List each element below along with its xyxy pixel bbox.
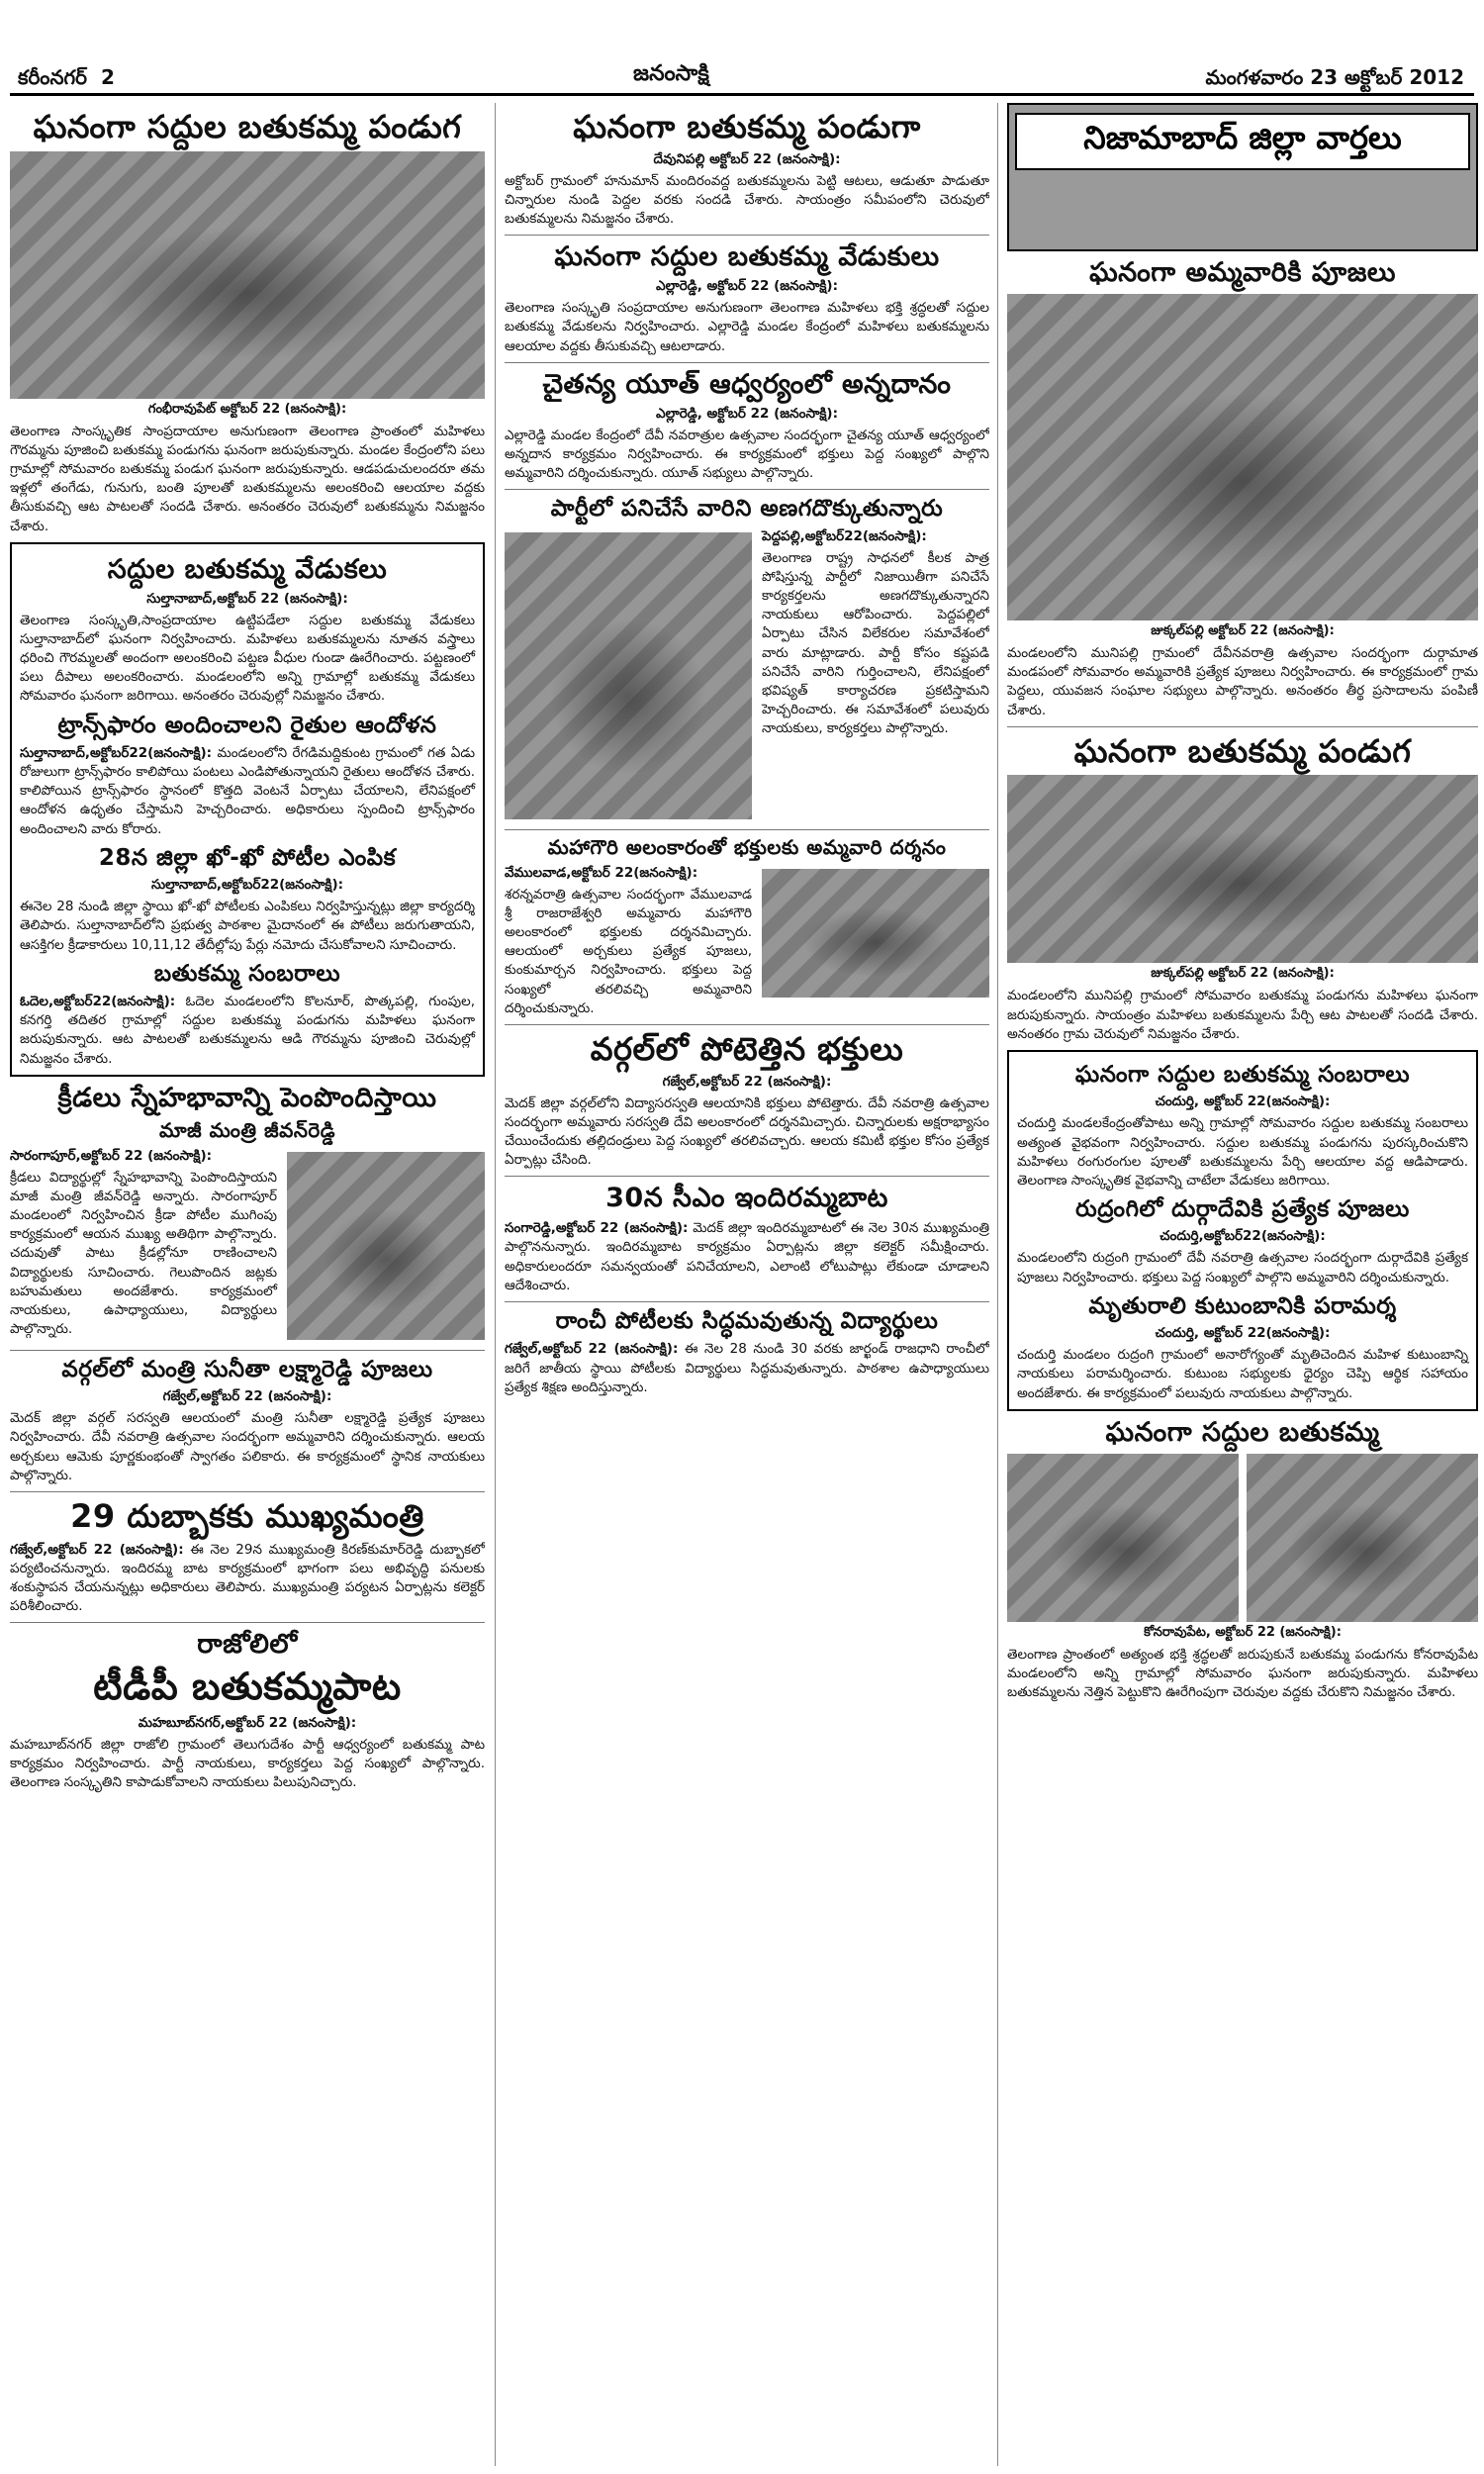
article: [505, 369, 989, 484]
article: [20, 713, 475, 839]
article-body: అక్టోబర్ గ్రామంలో హనుమాన్ మందిరంవద్ద బతుకమ్మలను పెట్టి ఆటలు, ఆడుతూ పాడుతూ చిన్నారుల నుండి పెద్దల వరకు సందడి చేశారు. సాయంత్రం సమీపంలోని చెరువులో బతుకమ్మలను నిమజ్జనం చేశారు.: [505, 172, 989, 228]
article-dateline: చందుర్తి, అక్టోబర్ 22(జనంసాక్షి):: [1155, 1094, 1331, 1110]
paper-name: జనంసాక్షి: [633, 61, 709, 86]
photo-caption: జుక్కల్‌పల్లి అక్టోబర్ 22 (జనంసాక్షి):: [1151, 966, 1335, 982]
news-box: [10, 542, 485, 1077]
article: [10, 1083, 485, 1344]
article-subhead: మాజీ మంత్రి జీవన్‌రెడ్డి: [158, 1117, 336, 1142]
article-body: తెలంగాణ సంస్కృతి సంప్రదాయాల అనుగుణంగా తెలంగాణ మహిళలు భక్తి శ్రద్ధలతో సద్దుల బతుకమ్మ వేడుకలను నిర్వహించారు. ఎల్లారెడ్డి మండల కేంద్రంలో మహిళలు బతుకమ్మలను ఆలయాల వద్దకు తీసుకువచ్చి ఆటలాడారు.: [505, 300, 989, 354]
article-body: మహబూబ్‌నగర్ జిల్లా రాజోలి గ్రామంలో తెలుగుదేశం పార్టీ ఆధ్వర్యంలో బతుకమ్మ పాట కార్యక్రమం నిర్వహించారు. పార్టీ నాయకులు, కార్యకర్తలు పెద్ద సంఖ్యలో పాల్గొన్నారు. తెలంగాణ సంస్కృతిని కాపాడుకోవాలని నాయకులు పిలుపునిచ్చారు.: [10, 1737, 485, 1791]
divider: [1007, 726, 1478, 727]
divider: [10, 1350, 485, 1351]
article-headline: వర్గల్‌లో మంత్రి సునీతా లక్ష్మారెడ్డి పూజలు: [61, 1356, 433, 1382]
article: [505, 1031, 989, 1170]
article-body: శరన్నవరాత్రి ఉత్సవాల సందర్భంగా వేములవాడ శ్రీ రాజరాజేశ్వరి అమ్మవారు మహాగౌరి అలంకారంలో భక్తులకు దర్శనమిచ్చారు. ఆలయంలో అర్చకులు ప్రత్యేక పూజలు, కుంకుమార్చన నిర్వహించారు. భక్తులు పెద్ద సంఖ్యలో తరలివచ్చి అమ్మవారిని దర్శించుకున్నారు.: [505, 886, 752, 1016]
article-headline: ఘనంగా సద్దుల బతుకమ్మ: [1105, 1416, 1380, 1448]
article: [20, 961, 475, 1069]
article-headline: ఘనంగా సద్దుల బతుకమ్మ సంబరాలు: [1074, 1061, 1411, 1088]
article-dateline: గజ్వేల్,అక్టోబర్ 22 (జనంసాక్షి):: [162, 1388, 332, 1405]
article: [20, 554, 475, 707]
divider: [505, 1024, 989, 1025]
column-divider: [997, 103, 998, 2466]
photo-press-meet: [505, 532, 752, 819]
masthead: [0, 0, 1484, 91]
article-headline: సద్దుల బతుకమ్మ వేడుకలు: [107, 553, 388, 585]
article-headline: 28న జిల్లా ఖో-ఖో పోటీల ఎంపిక: [98, 844, 397, 871]
article-headline: వర్గల్‌లో పోటెత్తిన భక్తులు: [590, 1029, 904, 1068]
photo-caption: కోనరావుపేట, అక్టోబర్ 22 (జనంసాక్షి):: [1144, 1624, 1342, 1640]
article: [505, 241, 989, 356]
divider: [505, 235, 989, 236]
column-left: [10, 103, 485, 2466]
divider: [505, 829, 989, 830]
article-headline: ఘనంగా బతుకమ్మ పండుగ: [1073, 731, 1412, 770]
article-body: ఈ నెల 29న ముఖ్యమంత్రి కిరణ్‌కుమార్‌రెడ్డి దుబ్బాకలో పర్యటించనున్నారు. ఇందిరమ్మ బాట కార్యక్రమంలో భాగంగా పలు అభివృద్ధి పనులకు శంకుస్థాపన చేయనున్నట్లు అధికారులు తెలిపారు. ముఖ్యమంత్రి పర్యటన ఏర్పాట్లను కలెక్టర్ పరిశీలించారు.: [10, 1541, 485, 1615]
photo-goddess: [762, 869, 989, 998]
article-body: మండలంలోని రేగడిమద్దికుంట గ్రామంలో గత ఏడు రోజులుగా ట్రాన్స్‌ఫారం కాలిపోయి పంటలు ఎండిపోతున్నాయని రైతులు ఆందోళన చేశారు. కాలిపోయిన ట్రాన్స్‌ఫారం స్థానంలో కొత్తది వెంటనే ఏర్పాటు చేయాలని, లేనిపక్షంలో ఆందోళన ఉధృతం చేస్తామని హెచ్చరించారు. అధికారులు స్పందించి ట్రాన్స్‌ఫారం అందించాలని వారు కోరారు.: [20, 745, 476, 837]
divider: [505, 1301, 989, 1302]
article-body: ఓదెల మండలంలోని కొలనూర్, పొత్కపల్లి, గుంపుల, కనగర్తి తదితర గ్రామాల్లో సద్దుల బతుకమ్మ పండుగను మహిళలు ఘనంగా జరుపుకున్నారు. ఆట పాటలతో బతుకమ్మలను ఆడి గౌరమ్మను పూజించి చెరువుల్లో నిమజ్జనం చేశారు.: [20, 994, 475, 1067]
photo-bathukamma-flowers: [1007, 775, 1478, 963]
article-dateline: సుల్తానాబాద్,అక్టోబర్ 22 (జనంసాక్షి):: [146, 590, 348, 607]
article: [10, 1498, 485, 1616]
article-body: తెలంగాణ సంస్కృతి,సాంప్రదాయాల ఉట్టిపడేలా సద్దుల బతుకమ్మ వేడుకలు సుల్తానాబాద్‌లో ఘనంగా నిర్వహించారు. మహిళలు బతుకమ్మలను నూతన వస్త్రాలు ధరించి గౌరమ్మలతో అందంగా అలంకరించి పట్టణ వీధుల గుండా ఊరేగించారు. పట్టణంలో పలు దీపాలు అలంకరించారు. మండలంలోని అన్ని గ్రామాల్లో బతుకమ్మ వేడుకలు సోమవారం ఘనంగా జరిగాయి. అనంతరం చెరువుల్లో నిమజ్జనం చేశారు.: [20, 612, 475, 705]
article-body: క్రీడలు విద్యార్థుల్లో స్నేహభావాన్ని పెంపొందిస్తాయని మాజీ మంత్రి జీవన్‌రెడ్డి అన్నారు. సారంగాపూర్ మండలంలో నిర్వహించిన క్రీడా పోటీల ముగింపు కార్యక్రమంలో ఆయన ముఖ్య అతిథిగా పాల్గొన్నారు. చదువుతో పాటు క్రీడల్లోనూ రాణించాలని విద్యార్థులకు సూచించారు. గెలుపొందిన జట్లకు బహుమతులు అందజేశారు. కార్యక్రమంలో నాయకులు, ఉపాధ్యాయులు, విద్యార్థులు పాల్గొన్నారు.: [10, 1169, 277, 1338]
article-headline: ఘనంగా సద్దుల బతుకమ్మ పండుగ: [33, 108, 462, 145]
article-headline: టీడీపీ బతుకమ్మపాట: [93, 1665, 402, 1709]
photo-women-carrying-bathukamma: [1247, 1454, 1478, 1622]
article: [1007, 733, 1478, 1044]
article: [505, 836, 989, 1018]
article-headline: క్రీడలు స్నేహభావాన్ని పెంపొందిస్తాయి: [57, 1082, 437, 1113]
article-dateline: సంగారెడ్డి,అక్టోబర్ 22 (జనంసాక్షి):: [505, 1220, 689, 1237]
article-dateline: పెద్దపల్లి,అక్టోబర్22(జనంసాక్షి):: [762, 527, 927, 544]
article-headline: మృతురాలి కుటుంబానికి పరామర్శ: [1088, 1292, 1397, 1319]
article-body: చందుర్తి మండలం రుద్రంగి గ్రామంలో అనారోగ్యంతో మృతిచెందిన మహిళ కుటుంబాన్ని నాయకులు పరామర్శించారు. కుటుంబ సభ్యులకు ధైర్యం చెప్పి ఆర్థిక సహాయం అందజేశారు. ఈ కార్యక్రమంలో పలువురు నాయకులు పాల్గొన్నారు.: [1017, 1347, 1468, 1401]
article-body: తెలంగాణ సాంస్కృతిక సాంప్రదాయాల అనుగుణంగా తెలంగాణ ప్రాంతంలో మహిళలు గౌరమ్మను పూజించి బతుకమ్మ పండుగను ఘనంగా జరుపుకున్నారు. మండల కేంద్రంలోని పలు గ్రామాల్లో సోమవారం బతుకమ్మ పండుగ ఘనంగా జరుపుకున్నారు. ఆడపడుచులందరూ తమ ఇళ్లలో తంగేడు, గునుగు, బంతి పూలతో బతుకమ్మలను అలంకరించి ఆలయాల వద్దకు తీసుకువచ్చి ఆట పాటలతో సందడి చేశారు. అనంతరం చెరువులో బతుకమ్మను నిమజ్జనం చేశారు.: [10, 423, 485, 534]
article-headline: బతుకమ్మ సంబరాలు: [153, 960, 341, 987]
article-body: తెలంగాణ ప్రాంతంలో అత్యంత భక్తి శ్రద్ధలతో జరుపుకునే బతుకమ్మ పండుగను కోనరావుపేట మండలంలోని అన్ని గ్రామాల్లో సోమవారం ఘనంగా జరుపుకున్నారు. మహిళలు బతుకమ్మలను నెత్తిన పెట్టుకొని ఊరేగింపుగా చెరువుల వద్దకు చేరుకొని నిమజ్జనం చేశారు.: [1007, 1646, 1478, 1701]
article-dateline: గజ్వేల్,అక్టోబర్ 22 (జనంసాక్షి):: [662, 1073, 832, 1090]
article-kicker: రాజోలిలో: [197, 1629, 298, 1661]
article: [1017, 1196, 1468, 1287]
article-body: మండలంలోని రుద్రంగి గ్రామంలో దేవీ నవరాత్రి ఉత్సవాల సందర్భంగా దుర్గాదేవికి ప్రత్యేక పూజలు నిర్వహించారు. భక్తులు పెద్ద సంఖ్యలో పాల్గొని అమ్మవారిని దర్శించుకున్నారు.: [1017, 1250, 1468, 1285]
masthead-rule: [10, 93, 1474, 96]
article: [10, 109, 485, 536]
article: [1007, 257, 1478, 720]
article-headline: ఘనంగా సద్దుల బతుకమ్మ వేడుకులు: [554, 241, 940, 273]
edition-label: కరీంనగర్ 2: [18, 65, 115, 89]
article: [1007, 1417, 1478, 1703]
article: [505, 1308, 989, 1397]
article-headline: రాంచీ పోటీలకు సిద్ధమవుతున్న విద్యార్థులు: [555, 1307, 939, 1334]
article-body: తెలంగాణ రాష్ట్ర సాధనలో కీలక పాత్ర పోషిస్తున్న పార్టీలో నిజాయితీగా పనిచేసే కార్యకర్తలను అణగదొక్కుతున్నారని నాయకులు ఆరోపించారు. పెద్దపల్లిలో ఏర్పాటు చేసిన విలేకరుల సమావేశంలో వారు మాట్లాడారు. పార్టీ కోసం కష్టపడి పనిచేసే వారిని గుర్తించాలని, లేనిపక్షంలో భవిష్యత్ కార్యాచరణ ప్రకటిస్తామని హెచ్చరించారు. ఈ సమావేశంలో పలువురు నాయకులు, కార్యకర్తలు పాల్గొన్నారు.: [762, 549, 989, 737]
article-body: మెదక్ జిల్లా ఇందిరమ్మబాటలో ఈ నెల 30న ముఖ్యమంత్రి పాల్గొననున్నారు. ఇందిరమ్మబాట కార్యక్రమం ఏర్పాట్లను జిల్లా కలెక్టర్ సమీక్షించారు. అధికారులందరూ సమన్వయంతో పనిచేయాలని, ఎలాంటి లోటుపాట్లు లేకుండా చూడాలని ఆదేశించారు.: [505, 1220, 989, 1293]
article: [1017, 1293, 1468, 1403]
article-body: మెదక్ జిల్లా వర్గల్‌లోని విద్యాసరస్వతి ఆలయానికి భక్తులు పోటెత్తారు. దేవీ నవరాత్రి ఉత్సవాల సందర్భంగా అమ్మవారు సరస్వతి దేవి అలంకారంలో దర్శనమిచ్చారు. చిన్నారులకు అక్షరాభ్యాసం చేయించేందుకు తల్లిదండ్రులు పెద్ద సంఖ్యలో తరలివచ్చారు. ఆలయ కమిటీ భక్తుల కోసం ప్రత్యేక ఏర్పాట్లు చేసింది.: [505, 1094, 989, 1169]
article-dateline: సుల్తానాబాద్,అక్టోబర్22(జనంసాక్షి):: [150, 877, 344, 894]
article-headline: ట్రాన్స్‌ఫారం అందించాలని రైతుల ఆందోళన: [57, 712, 437, 738]
photo-durga-idol: [1007, 294, 1478, 620]
article-body: చందుర్తి మండలకేంద్రంతోపాటు అన్ని గ్రామాల్లో సోమవారం సద్దుల బతుకమ్మ సంబరాలు అత్యంత వైభవంగా నిర్వహించారు. సద్దుల బతుకమ్మ పండుగను పురస్కరించుకొని మహిళలు రంగురంగుల పూలతో బతుకమ్మలను పేర్చి ఆలయాల వద్ద ఆడిపాడారు. తెలంగాణ సాంస్కృతిక వైభవాన్ని చాటేలా వేడుకలు జరిగాయి.: [1017, 1115, 1468, 1189]
article-dateline: దేవునిపల్లి అక్టోబర్ 22 (జనంసాక్షి):: [653, 150, 841, 167]
divider: [505, 489, 989, 490]
column-middle: [505, 103, 989, 2466]
column-right: [1007, 103, 1478, 2466]
article: [20, 845, 475, 955]
news-box: [1007, 1050, 1478, 1411]
page-number: 2: [100, 65, 115, 89]
article-headline: ఘనంగా అమ్మవారికి పూజలు: [1089, 257, 1396, 288]
article-headline: చైతన్య యూత్ ఆధ్వర్యంలో అన్నదానం: [542, 368, 952, 400]
divider: [505, 1176, 989, 1177]
article-headline: ఘనంగా బతుకమ్మ పండుగా: [573, 108, 921, 145]
photo-caption: గంభీరావుపేట్ అక్టోబర్ 22 (జనంసాక్షి):: [147, 401, 347, 417]
photo-caption: జుక్కల్‌పల్లి అక్టోబర్ 22 (జనంసాక్షి):: [1151, 623, 1335, 639]
article-dateline: గజ్వేల్,అక్టోబర్ 22 (జనంసాక్షి):: [505, 1341, 679, 1358]
article-headline: 29 దుబ్బాకకు ముఖ్యమంత్రి: [70, 1496, 424, 1535]
article: [10, 1629, 485, 1792]
article-headline: రుద్రంగిలో దుర్గాదేవికి ప్రత్యేక పూజలు: [1075, 1196, 1410, 1222]
article-dateline: గజ్వేల్,అక్టోబర్ 22 (జనంసాక్షి):: [10, 1541, 184, 1558]
article: [505, 496, 989, 822]
article-headline: మహాగౌరి అలంకారంతో భక్తులకు అమ్మవారి దర్శనం: [547, 834, 947, 859]
article: [1017, 1062, 1468, 1190]
article-dateline: ఓదెల,అక్టోబర్22(జనంసాక్షి):: [20, 994, 176, 1010]
article-body: మండలంలోని మునిపల్లి గ్రామంలో సోమవారం బతుకమ్మ పండుగను మహిళలు ఘనంగా జరుపుకున్నారు. సాయంత్రం మహిళలు బతుకమ్మలను పేర్చి ఆట పాటలతో సందడి చేశారు. అనంతరం గ్రామ చెరువులో నిమజ్జనం చేశారు.: [1007, 988, 1478, 1042]
article-dateline: మహబూబ్‌నగర్,అక్టోబర్ 22 (జనంసాక్షి):: [138, 1715, 357, 1732]
article-dateline: సారంగాపూర్,అక్టోబర్ 22 (జనంసాక్షి):: [10, 1147, 213, 1164]
divider: [10, 1622, 485, 1623]
article-body: మండలంలోని మునిపల్లి గ్రామంలో దేవీనవరాత్రి ఉత్సవాల సందర్భంగా దుర్గామాత మండపంలో సోమవారం అమ్మవారికి ప్రత్యేక పూజలు నిర్వహించారు. ఈ కార్యక్రమంలో గ్రామ పెద్దలు, యువజన సంఘాల సభ్యులు పాల్గొన్నారు. అనంతరం తీర్థ ప్రసాదాలను పంపిణీ చేశారు.: [1007, 645, 1478, 718]
banner-title: నిజామాబాద్ జిల్లా వార్తలు: [1015, 113, 1470, 170]
article-dateline: చందుర్తి, అక్టోబర్ 22(జనంసాక్షి):: [1155, 1325, 1331, 1342]
article-body: ఎల్లారెడ్డి మండల కేంద్రంలో దేవీ నవరాత్రుల ఉత్సవాల సందర్భంగా చైతన్య యూత్ ఆధ్వర్యంలో అన్నదాన కార్యక్రమం నిర్వహించారు. ఈ కార్యక్రమంలో భక్తులు పెద్ద సంఖ్యలో పాల్గొని అమ్మవారిని దర్శించుకున్నారు. యూత్ సభ్యులు పాల్గొన్నారు.: [505, 427, 989, 482]
article-headline: పార్టీలో పనిచేసే వారిని అణగదొక్కుతున్నారు: [550, 496, 944, 523]
article: [505, 1183, 989, 1295]
column-divider: [495, 103, 496, 2466]
article-body: ఈ నెల 28 నుండి 30 వరకు జార్ఖండ్ రాజధాని రాంచీలో జరిగే జాతీయ స్థాయి పోటీలకు విద్యార్థులు సిద్ధమవుతున్నారు. పాఠశాల ఉపాధ్యాయులు ప్రత్యేక శిక్షణ అందిస్తున్నారు.: [505, 1341, 989, 1395]
divider: [10, 1491, 485, 1492]
article-dateline: సుల్తానాబాద్,అక్టోబర్22(జనంసాక్షి):: [20, 745, 213, 761]
article-dateline: ఎల్లారెడ్డి, అక్టోబర్ 22 (జనంసాక్షి):: [656, 405, 838, 422]
article: [10, 1357, 485, 1485]
article-headline: 30న సీఎం ఇందిరమ్మబాట: [605, 1183, 888, 1214]
divider: [505, 362, 989, 363]
article-body: మెదక్ జిల్లా వర్గల్ సరస్వతి ఆలయంలో మంత్రి సునీతా లక్ష్మారెడ్డి ప్రత్యేక పూజలు నిర్వహించారు. దేవీ నవరాత్రి ఉత్సవాల సందర్భంగా అమ్మవారిని దర్శించుకున్నారు. ఆలయ అర్చకులు ఆమెకు పూర్ణకుంభంతో స్వాగతం పలికారు. ఈ కార్యక్రమంలో స్థానిక నాయకులు పాల్గొన్నారు.: [10, 1410, 485, 1483]
article-dateline: చందుర్తి,అక్టోబర్22(జనంసాక్షి):: [1159, 1228, 1326, 1245]
district-news-banner: [1007, 103, 1478, 251]
article-body: ఈనెల 28 నుండి జిల్లా స్థాయి ఖో-ఖో పోటీలకు ఎంపికలు నిర్వహిస్తున్నట్లు జిల్లా కార్యదర్శి తెలిపారు. సుల్తానాబాద్‌లోని ప్రభుత్వ పాఠశాల మైదానంలో ఈ పోటీలు జరుగుతాయని, ఆసక్తిగల క్రీడాకారులు 10,11,12 తేదీల్లోపు పేర్లు నమోదు చేసుకోవాలని సూచించారు.: [20, 899, 475, 953]
photo-women-carrying-bathukamma: [1007, 1454, 1239, 1622]
article-dateline: వేములవాడ,అక్టోబర్ 22(జనంసాక్షి):: [505, 864, 698, 881]
photo-speaker: [287, 1152, 485, 1340]
article-dateline: ఎల్లారెడ్డి, అక్టోబర్ 22 (జనంసాక్షి):: [656, 278, 838, 295]
article: [505, 109, 989, 229]
issue-date: మంగళవారం 23 అక్టోబర్ 2012: [1205, 65, 1464, 89]
photo-women-bathukamma: [10, 151, 485, 399]
